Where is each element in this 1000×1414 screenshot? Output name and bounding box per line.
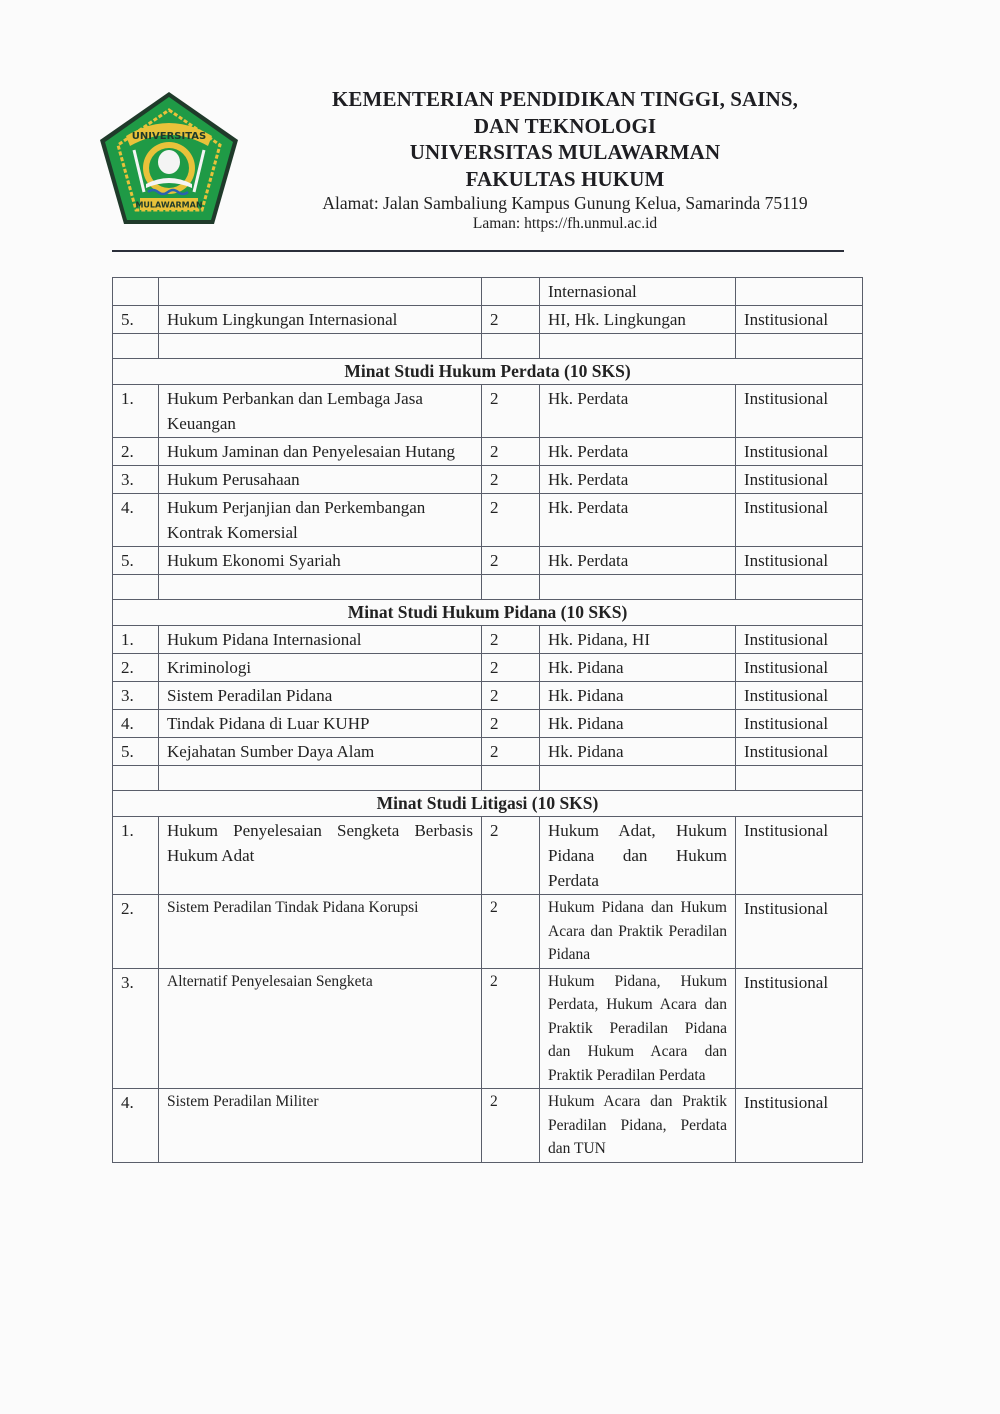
- cell-course-name: Tindak Pidana di Luar KUHP: [159, 710, 482, 738]
- section-header-perdata: [113, 359, 863, 385]
- cell-sks: 2: [482, 710, 540, 738]
- table-row: [113, 817, 863, 895]
- table-row: [113, 385, 863, 438]
- cell-no: 4.: [113, 710, 159, 738]
- ministry-name-line-1: KEMENTERIAN PENDIDIKAN TINGGI, SAINS,: [332, 87, 798, 111]
- cell-no: 1.: [113, 385, 159, 438]
- cell-course-name: Hukum Ekonomi Syariah: [159, 547, 482, 575]
- cell-no: 3.: [113, 682, 159, 710]
- cell-basis: HI, Hk. Lingkungan: [540, 306, 736, 334]
- cell-sks: 2: [482, 626, 540, 654]
- cell-no: 3.: [113, 968, 159, 1089]
- course-table: [112, 277, 863, 1163]
- table-row: [113, 278, 863, 306]
- cell-course-name: Sistem Peradilan Pidana: [159, 682, 482, 710]
- table-row: [113, 306, 863, 334]
- cell-type: Institusional: [736, 682, 863, 710]
- cell-type: Institusional: [736, 438, 863, 466]
- cell-course-name: Hukum Penyelesaian Sengketa Berbasis Hukum Adat: [159, 817, 482, 895]
- cell-type: Institusional: [736, 385, 863, 438]
- table-row: [113, 494, 863, 547]
- cell-course-name: Sistem Peradilan Militer: [159, 1089, 482, 1163]
- section-header-litigasi: [113, 791, 863, 817]
- letterhead: [0, 0, 1000, 260]
- table-row: [113, 626, 863, 654]
- university-name: UNIVERSITAS MULAWARMAN: [409, 140, 721, 164]
- table-row: [113, 654, 863, 682]
- website-link[interactable]: Laman: https://fh.unmul.ac.id: [472, 215, 658, 232]
- cell-sks: 2: [482, 547, 540, 575]
- cell-no: 2.: [113, 438, 159, 466]
- empty-row: [113, 334, 863, 359]
- cell-no: 1.: [113, 626, 159, 654]
- cell-no: 3.: [113, 466, 159, 494]
- section-header-pidana: [113, 600, 863, 626]
- cell-no: [113, 278, 159, 306]
- table-row: [113, 547, 863, 575]
- table-row: [113, 466, 863, 494]
- table-row: [113, 738, 863, 766]
- cell-basis: Hk. Perdata: [540, 438, 736, 466]
- cell-no: 2.: [113, 895, 159, 969]
- table-row: [113, 710, 863, 738]
- cell-basis: Hukum Adat, Hukum Pidana dan Hukum Perdata: [540, 817, 736, 895]
- cell-basis: Hk. Perdata: [540, 494, 736, 547]
- table-row: [113, 895, 863, 969]
- cell-basis: Hk. Pidana: [540, 682, 736, 710]
- cell-basis: Hk. Pidana: [540, 710, 736, 738]
- cell-no: 5.: [113, 547, 159, 575]
- faculty-name: FAKULTAS HUKUM: [465, 166, 665, 191]
- cell-type: Institusional: [736, 547, 863, 575]
- cell-sks: 2: [482, 968, 540, 1089]
- cell-type: Institusional: [736, 466, 863, 494]
- cell-sks: 2: [482, 895, 540, 969]
- cell-type: Institusional: [736, 710, 863, 738]
- cell-course-name: Alternatif Penyelesaian Sengketa: [159, 968, 482, 1089]
- cell-course-name: Kriminologi: [159, 654, 482, 682]
- cell-no: 4.: [113, 494, 159, 547]
- cell-sks: 2: [482, 306, 540, 334]
- cell-sks: 2: [482, 817, 540, 895]
- cell-course-name: Hukum Lingkungan Internasional: [159, 306, 482, 334]
- ministry-name-line-2: DAN TEKNOLOGI: [473, 113, 657, 138]
- cell-type: Institusional: [736, 968, 863, 1089]
- svg-text:MULAWARMAN: MULAWARMAN: [135, 200, 203, 210]
- cell-course-name: Hukum Perusahaan: [159, 466, 482, 494]
- svg-text:UNIVERSITAS: UNIVERSITAS: [131, 131, 207, 142]
- cell-no: 5.: [113, 306, 159, 334]
- table-row: [113, 438, 863, 466]
- cell-course-name: Kejahatan Sumber Daya Alam: [159, 738, 482, 766]
- university-logo-icon: [96, 88, 242, 230]
- letterhead-divider: [112, 250, 844, 252]
- cell-basis: Internasional: [540, 278, 736, 306]
- cell-course-name: Sistem Peradilan Tindak Pidana Korupsi: [159, 895, 482, 969]
- cell-sks: [482, 278, 540, 306]
- cell-basis: Hukum Pidana, Hukum Perdata, Hukum Acara dan Praktik Peradilan Pidana dan Hukum Acara dan Praktik Peradilan Perdata: [540, 968, 736, 1089]
- cell-type: Institusional: [736, 626, 863, 654]
- cell-sks: 2: [482, 1089, 540, 1163]
- empty-row: [113, 575, 863, 600]
- cell-course-name: Hukum Jaminan dan Penyelesaian Hutang: [159, 438, 482, 466]
- empty-row: [113, 766, 863, 791]
- cell-basis: Hk. Perdata: [540, 547, 736, 575]
- cell-sks: 2: [482, 654, 540, 682]
- section-title: Minat Studi Hukum Perdata (10 SKS): [113, 359, 863, 385]
- cell-basis: Hukum Pidana dan Hukum Acara dan Praktik Peradilan Pidana: [540, 895, 736, 969]
- cell-type: Institusional: [736, 895, 863, 969]
- cell-sks: 2: [482, 494, 540, 547]
- cell-no: 1.: [113, 817, 159, 895]
- cell-basis: Hk. Pidana: [540, 738, 736, 766]
- cell-basis: Hk. Perdata: [540, 385, 736, 438]
- cell-type: Institusional: [736, 817, 863, 895]
- cell-course-name: [159, 278, 482, 306]
- section-title: Minat Studi Hukum Pidana (10 SKS): [113, 600, 863, 626]
- cell-no: 2.: [113, 654, 159, 682]
- cell-sks: 2: [482, 385, 540, 438]
- cell-type: Institusional: [736, 494, 863, 547]
- cell-no: 4.: [113, 1089, 159, 1163]
- cell-basis: Hk. Pidana, HI: [540, 626, 736, 654]
- address: Alamat: Jalan Sambaliung Kampus Gunung Kelua, Samarinda 75119: [322, 193, 808, 213]
- cell-type: Institusional: [736, 738, 863, 766]
- cell-type: Institusional: [736, 306, 863, 334]
- section-title: Minat Studi Litigasi (10 SKS): [113, 791, 863, 817]
- table-row: [113, 1089, 863, 1163]
- letterhead-text: [260, 86, 870, 234]
- cell-basis: Hukum Acara dan Praktik Peradilan Pidana, Perdata dan TUN: [540, 1089, 736, 1163]
- cell-course-name: Hukum Perjanjian dan Perkembangan Kontrak Komersial: [159, 494, 482, 547]
- cell-sks: 2: [482, 438, 540, 466]
- cell-type: Institusional: [736, 654, 863, 682]
- cell-basis: Hk. Pidana: [540, 654, 736, 682]
- cell-basis: Hk. Perdata: [540, 466, 736, 494]
- table-row: [113, 682, 863, 710]
- cell-sks: 2: [482, 682, 540, 710]
- cell-course-name: Hukum Pidana Internasional: [159, 626, 482, 654]
- cell-type: [736, 278, 863, 306]
- cell-sks: 2: [482, 738, 540, 766]
- cell-type: Institusional: [736, 1089, 863, 1163]
- cell-course-name: Hukum Perbankan dan Lembaga Jasa Keuangan: [159, 385, 482, 438]
- cell-no: 5.: [113, 738, 159, 766]
- table-row: [113, 968, 863, 1089]
- cell-sks: 2: [482, 466, 540, 494]
